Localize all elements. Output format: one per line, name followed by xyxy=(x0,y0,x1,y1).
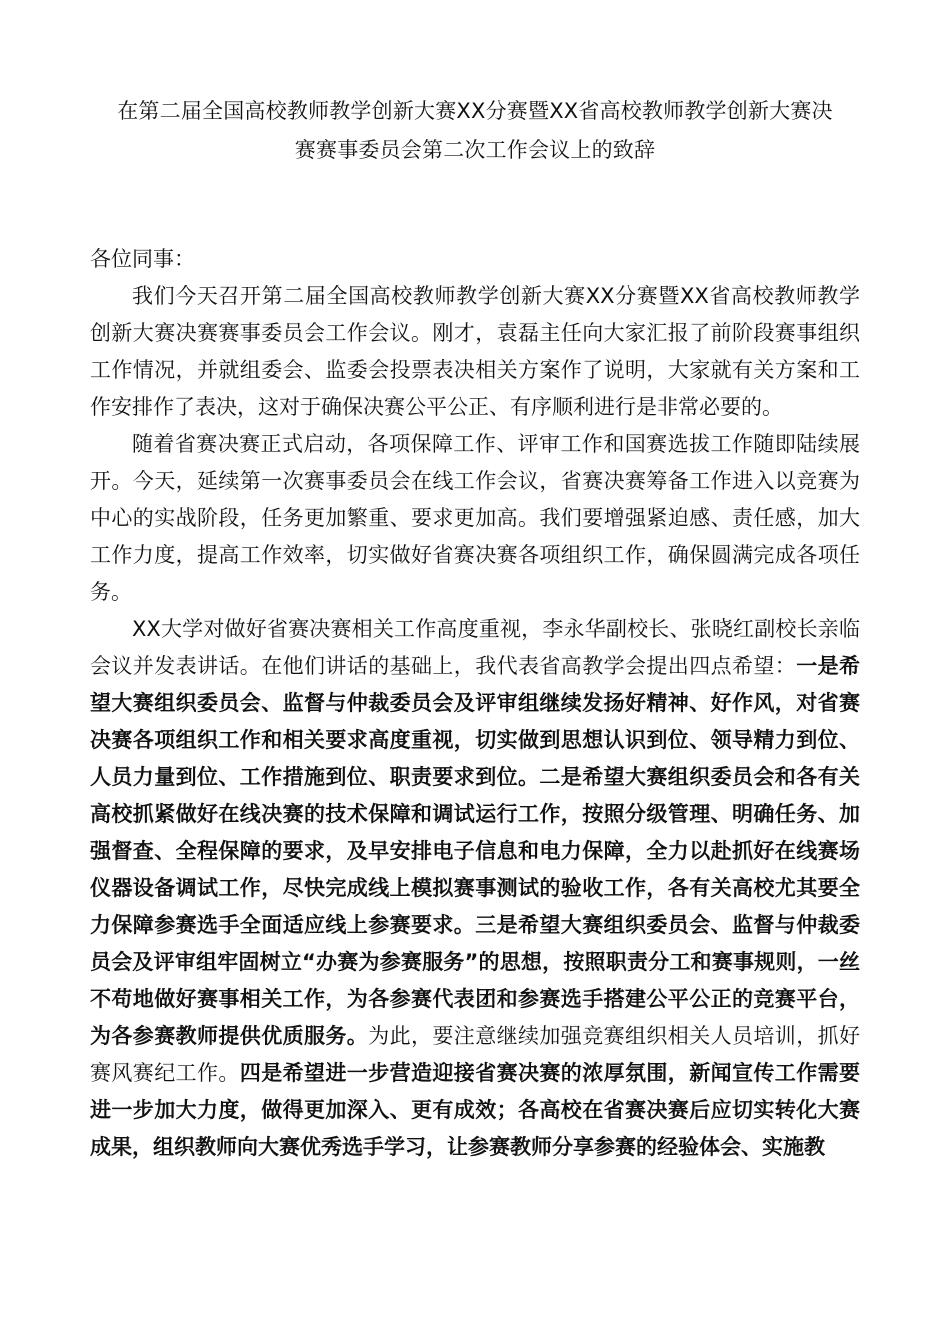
title-line-2: 赛赛事委员会第二次工作会议上的致辞 xyxy=(294,138,656,162)
document-title xyxy=(80,92,870,170)
document-body xyxy=(90,241,860,1166)
salutation: 各位同事： xyxy=(90,247,195,271)
paragraph-3-emphasis-1: 一是希望大赛组织委员会、监督与仲裁委员会及评审组继续发扬好精神、好作风，对省赛决赛各项组织工作和相关要求高度重视，切实做到思想认识到位、领导精力到位、人员力量到位、工作措施到位、职责要求到位。二是希望大赛组织委员会和各有关高校抓紧做好在线决赛的技术保障和调试运行工作，按照分级管理、明确任务、加强督查、全程保障的要求，及早安排电子信息和电力保障，全力以赴抓好在线赛场仪器设备调试工作，尽快完成线上模拟赛事测试的验收工作，各有关高校尤其要全力保障参赛选手全面适应线上参赛要求。三是希望大赛组织委员会、监督与仲裁委员会及评审组牢固树立“办赛为参赛服务”的思想，按照职责分工和赛事规则，一丝不苟地做好赛事相关工作，为各参赛代表团和参赛选手搭建公平公正的竞赛平台，为各参赛教师提供优质服务。 xyxy=(90,654,861,1048)
paragraph-3-emphasis-2: 四是希望进一步营造迎接省赛决赛的浓厚氛围，新闻宣传工作需要进一步加大力度，做得更加深入、更有成效；各高校在省赛决赛后应切实转化大赛成果，组织教师向大赛优秀选手学习，让参赛教师分享参赛的经验体会、实施教 xyxy=(90,1061,861,1159)
title-line-1: 在第二届全国高校教师教学创新大赛XX分赛暨XX省高校教师教学创新大赛决 xyxy=(117,99,833,123)
paragraph-3 xyxy=(90,611,860,1166)
paragraph-2: 随着省赛决赛正式启动，各项保障工作、评审工作和国赛选拔工作随即陆续展开。今天，延续第一次赛事委员会在线工作会议，省赛决赛筹备工作进入以竞赛为中心的实战阶段，任务更加繁重、要求更加高。我们要增强紧迫感、责任感，加大工作力度，提高工作效率，切实做好省赛决赛各项组织工作，确保圆满完成各项任务。 xyxy=(90,432,860,604)
paragraph-1: 我们今天召开第二届全国高校教师教学创新大赛XX分赛暨XX省高校教师教学创新大赛决赛赛事委员会工作会议。刚才，袁磊主任向大家汇报了前阶段赛事组织工作情况，并就组委会、监委会投票表决相关方案作了说明，大家就有关方案和工作安排作了表决，这对于确保决赛公平公正、有序顺利进行是非常必要的。 xyxy=(90,284,860,419)
paragraph-3-normal: 为此，要注意继续加强竞赛组织相关人员培训，抓好赛风赛纪工作。 xyxy=(90,1024,861,1085)
paragraph-3-intro: XX大学对做好省赛决赛相关工作高度重视，李永华副校长、张晓红副校长亲临会议并发表讲话。在他们讲话的基础上，我代表省高教学会提出四点希望： xyxy=(90,617,860,678)
